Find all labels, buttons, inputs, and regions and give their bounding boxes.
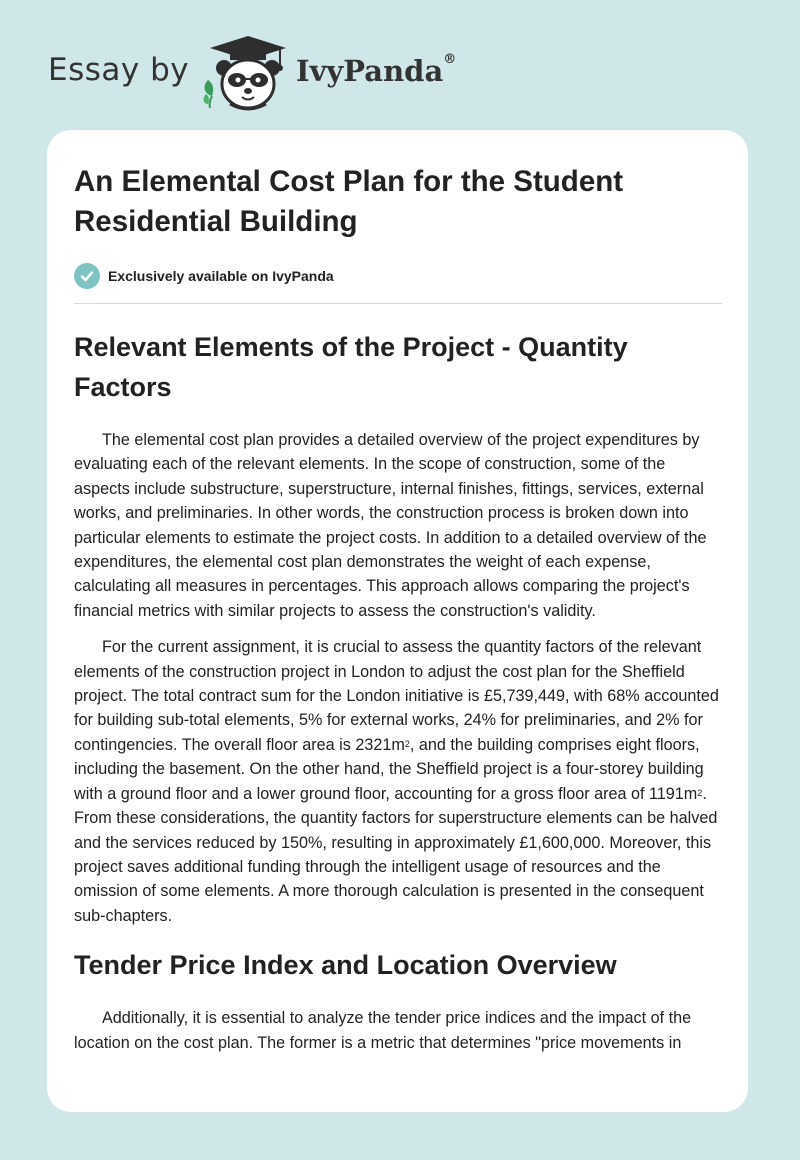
page-title: An Elemental Cost Plan for the Student Residential Building <box>74 165 624 238</box>
essay-content <box>74 162 722 1055</box>
paragraph-2-part-c: . From these considerations, the quantity factors for superstructure elements can be halved and the services reduced by 150%, resulting in approximately £1,600,000. Moreover, this project saves additional funding through the intelligent usage of resources and the omission of some elements. A more thorough calculation is presented in the consequent sub-chapters. <box>74 784 718 925</box>
panda-graduate-icon <box>200 34 290 114</box>
section-heading-quantity-factors: Relevant Elements of the Project - Quantity Factors <box>74 332 628 402</box>
paragraph-2-part-b: , and the building comprises eight floors, including the basement. On the other hand, the Sheffield project is a four-storey building with a ground floor and a lower ground floor, accounting for a gross floor area of 1191m <box>74 735 704 803</box>
paragraph-2-part-a: For the current assignment, it is crucial to assess the quantity factors of the relevant elements of the construction project in London to adjust the cost plan for the Sheffield project. The total contract sum for the London initiative is £5,739,449, with 68% accounted for building sub-total elements, 5% for external works, 24% for preliminaries, and 2% for contingencies. The overall floor area is 2321m <box>74 638 719 754</box>
brand-text: IvyPanda <box>296 54 444 88</box>
exclusive-label: Exclusively available on IvyPanda <box>108 268 334 284</box>
ivypanda-logo[interactable] <box>200 34 290 114</box>
paragraph-2 <box>74 635 722 928</box>
superscript-squared: 2 <box>404 738 410 749</box>
paragraph-1: The elemental cost plan provides a detailed overview of the project expenditures by evaluating each of the relevant elements. In the scope of construction, some of the aspects include substructure, superstructure, internal finishes, fittings, services, external works, and preliminaries. In other words, the construction process is broken down into particular elements to estimate the project costs. In addition to a detailed overview of the expenditures, the elemental cost plan demonstrates the weight of each expense, calculating all measures in percentages. This approach allows comparing the project's financial metrics with similar projects to assess the construction's validity. <box>74 431 707 620</box>
check-icon <box>74 263 100 289</box>
registered-mark: ® <box>443 52 457 67</box>
site-header <box>48 34 748 114</box>
brand-name[interactable] <box>296 54 456 88</box>
divider <box>74 303 722 304</box>
superscript-squared: 2 <box>697 787 703 798</box>
section-heading-tender-price: Tender Price Index and Location Overview <box>74 950 617 981</box>
exclusive-badge <box>74 262 722 290</box>
essay-card <box>47 130 748 1112</box>
paragraph-3: Additionally, it is essential to analyze the tender price indices and the impact of the location on the cost plan. The former is a metric that determines "price movements in <box>74 1009 692 1052</box>
essay-by-label: Essay by <box>48 52 190 88</box>
